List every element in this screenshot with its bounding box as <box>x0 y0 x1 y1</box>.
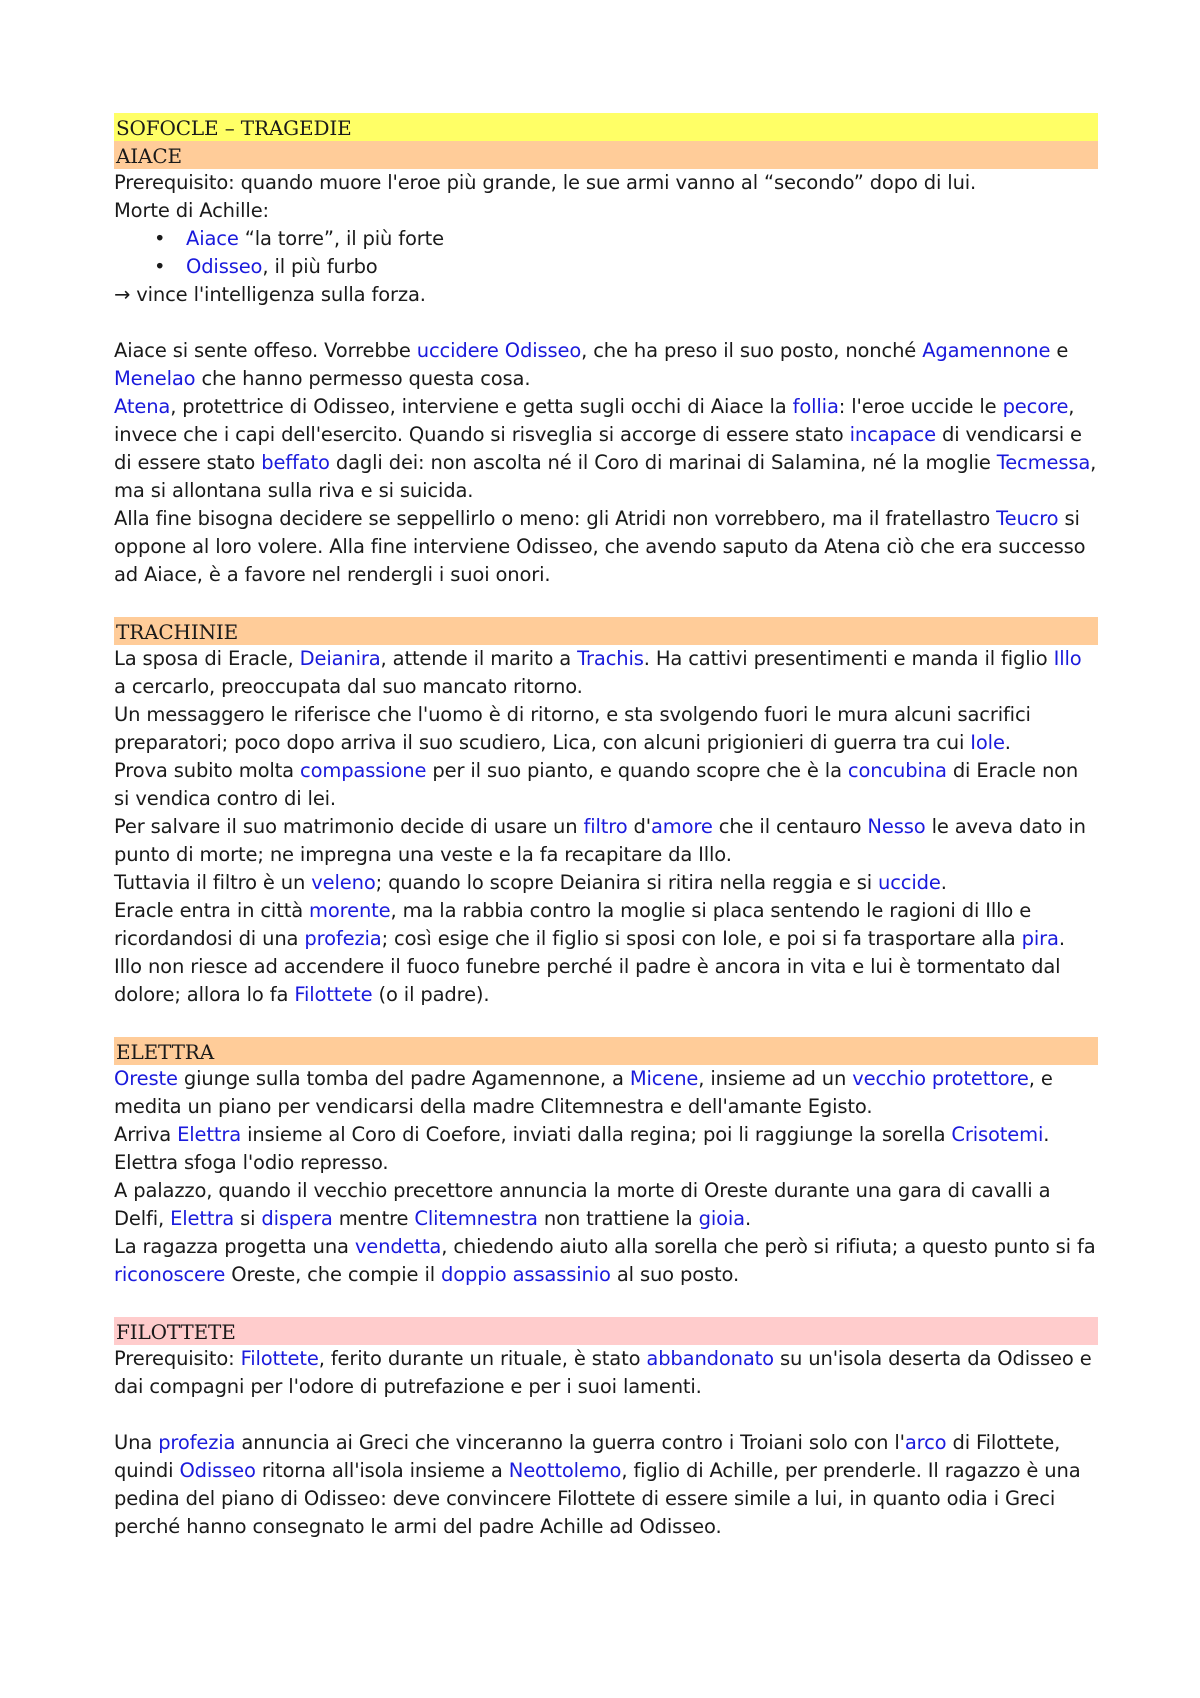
text-run: Alla fine bisogna decidere se seppellirlo o meno: gli Atridi non vorrebbero, ma il fratellastro <box>114 507 997 530</box>
text-run: giunge sulla tomba del padre Agamennone, a <box>177 1067 630 1090</box>
highlighted-term: vendetta <box>354 1235 442 1258</box>
highlighted-term: filtro <box>583 815 628 838</box>
aiace-death-label: Morte di Achille: <box>114 199 269 222</box>
highlighted-term: morente <box>309 899 391 922</box>
paragraph <box>114 505 1098 589</box>
highlighted-term: Neottolemo <box>508 1459 622 1482</box>
text-run: ritorna all'isola insieme a <box>255 1459 509 1482</box>
highlighted-term: uccidere Odisseo <box>416 339 582 362</box>
text-run: che hanno permesso questa cosa. <box>195 367 531 390</box>
text-run: . <box>1004 731 1011 754</box>
text-run: . <box>1058 927 1065 950</box>
spacer <box>114 1401 1098 1429</box>
spacer <box>114 1009 1098 1037</box>
text-run: , protettrice di Odisseo, interviene e getta sugli occhi di Aiace la <box>170 395 793 418</box>
text-run: . Ha cattivi presentimenti e manda il figlio <box>643 647 1054 670</box>
text-run: , figlio di Achille, per prenderle. Il ragazzo è una pedina del piano di Odisseo: deve convincere Filottete di essere simile a lui, in quanto odia i Greci perché hanno consegnato le armi del padre Achille ad Odisseo. <box>114 1459 1081 1538</box>
text-run: La ragazza progetta una <box>114 1235 355 1258</box>
text-run: insieme al Coro di Coefore, inviati dalla regina; poi li raggiunge la sorella <box>241 1123 952 1146</box>
highlighted-term: Teucro <box>996 507 1059 530</box>
highlighted-term: Oreste <box>114 1067 178 1090</box>
bullet-icon: • <box>154 227 166 250</box>
paragraph <box>114 645 1098 701</box>
highlighted-term: Filottete <box>294 983 373 1006</box>
text-run: Prerequisito: <box>114 1347 241 1370</box>
text-run: , attende il marito a <box>380 647 578 670</box>
highlighted-term: pira <box>1021 927 1059 950</box>
highlighted-term: Illo <box>1053 647 1082 670</box>
paragraph <box>114 897 1098 953</box>
document-body <box>114 113 1098 1541</box>
highlighted-term: concubina <box>847 759 947 782</box>
paragraph <box>114 393 1098 505</box>
aiace-prerequisite: Prerequisito: quando muore l'eroe più grande, le sue armi vanno al “secondo” dopo di lui. <box>114 171 977 194</box>
text-run: e <box>1050 339 1069 362</box>
section-heading-elettra: ELETTRA <box>114 1037 1098 1065</box>
text-run: Tuttavia il filtro è un <box>114 871 312 894</box>
highlighted-term: follia <box>792 395 839 418</box>
text-run: , che ha preso il suo posto, nonché <box>581 339 923 362</box>
text-run: mentre <box>332 1207 415 1230</box>
spacer <box>114 589 1098 617</box>
text-run: La sposa di Eracle, <box>114 647 300 670</box>
text-run: (o il padre). <box>372 983 490 1006</box>
highlighted-term: Clitemnestra <box>414 1207 538 1230</box>
highlighted-term: Trachis <box>577 647 644 670</box>
highlighted-term: gioia <box>698 1207 745 1230</box>
text-run: ; così esige che il figlio si sposi con Iole, e poi si fa trasportare alla <box>381 927 1022 950</box>
highlighted-term: Crisotemi <box>951 1123 1044 1146</box>
text-run: annuncia ai Greci che vinceranno la guerra contro i Troiani solo con l' <box>235 1431 905 1454</box>
text-run: . <box>744 1207 752 1230</box>
paragraph <box>114 701 1098 757</box>
paragraph <box>114 1345 1098 1401</box>
highlighted-term: Elettra <box>177 1123 242 1146</box>
aiace-bullet-list <box>114 225 1098 281</box>
spacer <box>114 309 1098 337</box>
highlighted-term: Elettra <box>170 1207 235 1230</box>
highlighted-term: Iole <box>970 731 1005 754</box>
highlighted-term: Deianira <box>299 647 381 670</box>
text-run: si oppone al loro volere. Alla fine interviene Odisseo, che avendo saputo da Atena ciò che era successo ad Aiace, è a favore nel rendergli i suoi onori. <box>114 507 1086 586</box>
text-run: per il suo pianto, e quando scopre che è la <box>426 759 848 782</box>
text-run: : l'eroe uccide le <box>838 395 1003 418</box>
paragraph <box>114 1121 1098 1177</box>
list-item <box>114 253 1098 281</box>
highlighted-term: Atena <box>114 395 171 418</box>
text-run: di vendicarsi e di essere stato <box>114 423 1082 474</box>
bullet-text: “la torre”, il più forte <box>238 227 444 250</box>
bullet-icon: • <box>154 255 166 278</box>
paragraph <box>114 1177 1098 1233</box>
highlighted-term: pecore <box>1002 395 1069 418</box>
highlighted-term: uccide <box>878 871 941 894</box>
highlighted-term: incapace <box>849 423 936 446</box>
highlighted-term: Odisseo <box>186 255 263 278</box>
section-heading-filottete: FILOTTETE <box>114 1317 1098 1345</box>
text-run: . <box>940 871 947 894</box>
spacer <box>114 1289 1098 1317</box>
text-run: di Eracle non si vendica contro di lei. <box>114 759 1079 810</box>
text-run: Illo non riesce ad accendere il fuoco funebre perché il padre è ancora in vita e lui è tormentato dal dolore; allora lo fa <box>114 955 1061 1006</box>
aiace-conclusion: → vince l'intelligenza sulla forza. <box>114 283 426 306</box>
highlighted-term: Filottete <box>240 1347 319 1370</box>
text-run: . Elettra sfoga l'odio represso. <box>114 1123 1050 1174</box>
text-run: Prova subito molta <box>114 759 300 782</box>
text-run: A palazzo, quando il vecchio precettore annuncia la morte di Oreste durante una gara di cavalli a Delfi, <box>114 1179 1051 1230</box>
text-run: ; quando lo scopre Deianira si ritira nella reggia e si <box>375 871 879 894</box>
text-run: , ferito durante un rituale, è stato <box>318 1347 647 1370</box>
highlighted-term: Nesso <box>867 815 926 838</box>
text-run: Eracle entra in città <box>114 899 310 922</box>
paragraph <box>114 813 1098 869</box>
text-run: , insieme ad un <box>698 1067 853 1090</box>
paragraph <box>114 1429 1098 1541</box>
text-run: , ma si allontana sulla riva e si suicida. <box>114 451 1097 502</box>
bullet-text: , il più furbo <box>262 255 378 278</box>
highlighted-term: beffato <box>261 451 330 474</box>
text-run: al suo posto. <box>610 1263 739 1286</box>
highlighted-term: Odisseo <box>179 1459 256 1482</box>
text-run: che il centauro <box>712 815 868 838</box>
highlighted-term: compassione <box>300 759 427 782</box>
text-run: Un messaggero le riferisce che l'uomo è di ritorno, e sta svolgendo fuori le mura alcuni sacrifici preparatori; poco dopo arriva il suo scudiero, Lica, con alcuni prigionieri di guerra tra cui <box>114 703 1031 754</box>
section-heading-aiace: AIACE <box>114 141 1098 169</box>
highlighted-term: Tecmessa <box>996 451 1091 474</box>
text-run: , e medita un piano per vendicarsi della madre Clitemnestra e dell'amante Egisto. <box>114 1067 1053 1118</box>
text-run: , chiedendo aiuto alla sorella che però si rifiuta; a questo punto si fa <box>441 1235 1096 1258</box>
paragraph <box>114 1065 1098 1121</box>
text-run: , invece che i capi dell'esercito. Quando si risveglia si accorge di essere stato <box>114 395 1075 446</box>
paragraph <box>114 1233 1098 1289</box>
text-run: dagli dei: non ascolta né il Coro di marinai di Salamina, né la moglie <box>329 451 997 474</box>
highlighted-term: profezia <box>304 927 382 950</box>
text-run: Per salvare il suo matrimonio decide di usare un <box>114 815 584 838</box>
highlighted-term: profezia <box>158 1431 236 1454</box>
text-run: su un'isola deserta da Odisseo e dai compagni per l'odore di putrefazione e per i suoi lamenti. <box>114 1347 1092 1398</box>
highlighted-term: abbandonato <box>646 1347 774 1370</box>
highlighted-term: Menelao <box>114 367 196 390</box>
highlighted-term: Aiace <box>186 227 239 250</box>
paragraph <box>114 869 1098 897</box>
section-heading-trachinie: TRACHINIE <box>114 617 1098 645</box>
text-run: d' <box>627 815 651 838</box>
highlighted-term: amore <box>650 815 713 838</box>
text-run: non trattiene la <box>537 1207 699 1230</box>
text-run: le aveva dato in punto di morte; ne impregna una veste e la fa recapitare da Illo. <box>114 815 1086 866</box>
paragraph <box>114 953 1098 1009</box>
highlighted-term: Agamennone <box>922 339 1051 362</box>
text-run: Arriva <box>114 1123 178 1146</box>
document-title: SOFOCLE – TRAGEDIE <box>114 113 1098 141</box>
text-run: Una <box>114 1431 159 1454</box>
text-run: Aiace si sente offeso. Vorrebbe <box>114 339 417 362</box>
text-run: si <box>234 1207 262 1230</box>
highlighted-term: Micene <box>629 1067 699 1090</box>
paragraph <box>114 757 1098 813</box>
highlighted-term: arco <box>904 1431 947 1454</box>
highlighted-term: veleno <box>311 871 376 894</box>
highlighted-term: doppio assassinio <box>441 1263 611 1286</box>
text-run: a cercarlo, preoccupata dal suo mancato ritorno. <box>114 675 583 698</box>
paragraph <box>114 337 1098 393</box>
highlighted-term: dispera <box>261 1207 333 1230</box>
highlighted-term: riconoscere <box>114 1263 226 1286</box>
text-run: Oreste, che compie il <box>225 1263 442 1286</box>
text-run: di Filottete, quindi <box>114 1431 1061 1482</box>
highlighted-term: vecchio protettore <box>852 1067 1029 1090</box>
list-item <box>114 225 1098 253</box>
text-run: , ma la rabbia contro la moglie si placa sentendo le ragioni di Illo e ricordandosi di una <box>114 899 1032 950</box>
